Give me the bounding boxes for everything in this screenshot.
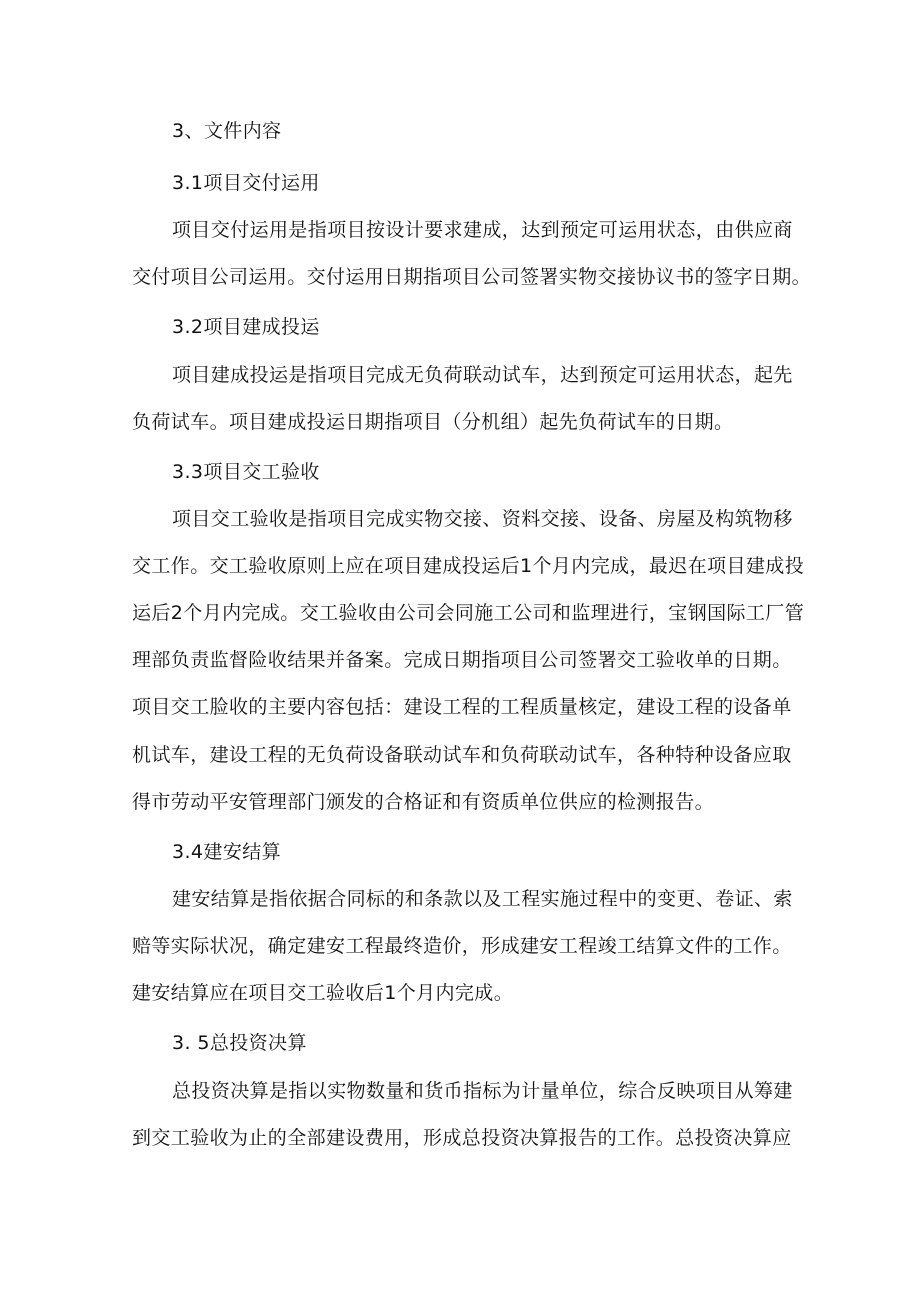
- paragraph-line: 建安结算应在项目交工验收后1个月内完成。: [132, 982, 514, 1004]
- section-heading-3-2: 3.2项目建成投运: [172, 316, 320, 338]
- section-heading-3-5: 3. 5总投资决算: [172, 1032, 307, 1054]
- paragraph-line: 理部负责监督险收结果并备案。完成日期指项目公司签署交工验收单的日期。: [132, 649, 792, 671]
- paragraph-line: 机试车，建设工程的无负荷设备联动试车和负荷联动试车，各种特种设备应取: [132, 744, 792, 766]
- section-heading-3-3: 3.3项目交工验收: [172, 461, 320, 483]
- paragraph-line: 交工作。交工验收原则上应在项目建成投运后1个月内完成，最迟在项目建成投: [132, 555, 805, 577]
- paragraph-line: 项目交工脸收的主要内容包括：建设工程的工程质量核定，建设工程的设备单: [132, 696, 792, 718]
- paragraph-line: 建安结算是指依据合同标的和条款以及工程实施过程中的变更、卷证、索: [172, 888, 793, 910]
- section-heading-3-1: 3.1项目交付运用: [172, 172, 320, 194]
- paragraph-line: 得市劳动平安管理部门颁发的合格证和有资质单位供应的检测报告。: [132, 791, 715, 813]
- paragraph-line: 负荷试车。项目建成投运日期指项目（分机组）起先负荷试车的日期。: [132, 411, 734, 433]
- paragraph-line: 赔等实际状况，确定建安工程最终造价，形成建安工程竣工结算文件的工作。: [132, 935, 792, 957]
- paragraph-line: 总投资决算是指以实物数量和货币指标为计量单位，综合反映项目从筹建: [172, 1080, 793, 1102]
- paragraph-line: 到交工验收为止的全部建设费用，形成总投资决算报告的工作。总投资决算应: [132, 1127, 792, 1149]
- paragraph-line: 项目建成投运是指项目完成无负荷联动试车，达到预定可运用状态，起先: [172, 364, 793, 386]
- paragraph-line: 项目交工验收是指项目完成实物交接、资料交接、设备、房屋及构筑物移: [172, 508, 793, 530]
- paragraph-line: 交付项目公司运用。交付运用日期指项目公司签署实物交接协议书的签字日期。: [132, 266, 812, 288]
- paragraph-line: 项目交付运用是指项目按设计要求建成，达到预定可运用状态，由供应商: [172, 219, 793, 241]
- section-heading-3: 3、文件内容: [172, 120, 282, 142]
- section-heading-3-4: 3.4建安结算: [172, 841, 282, 863]
- paragraph-line: 运后2个月内完成。交工验收由公司会同施工公司和监理进行，宝钢国际工厂管: [132, 602, 805, 624]
